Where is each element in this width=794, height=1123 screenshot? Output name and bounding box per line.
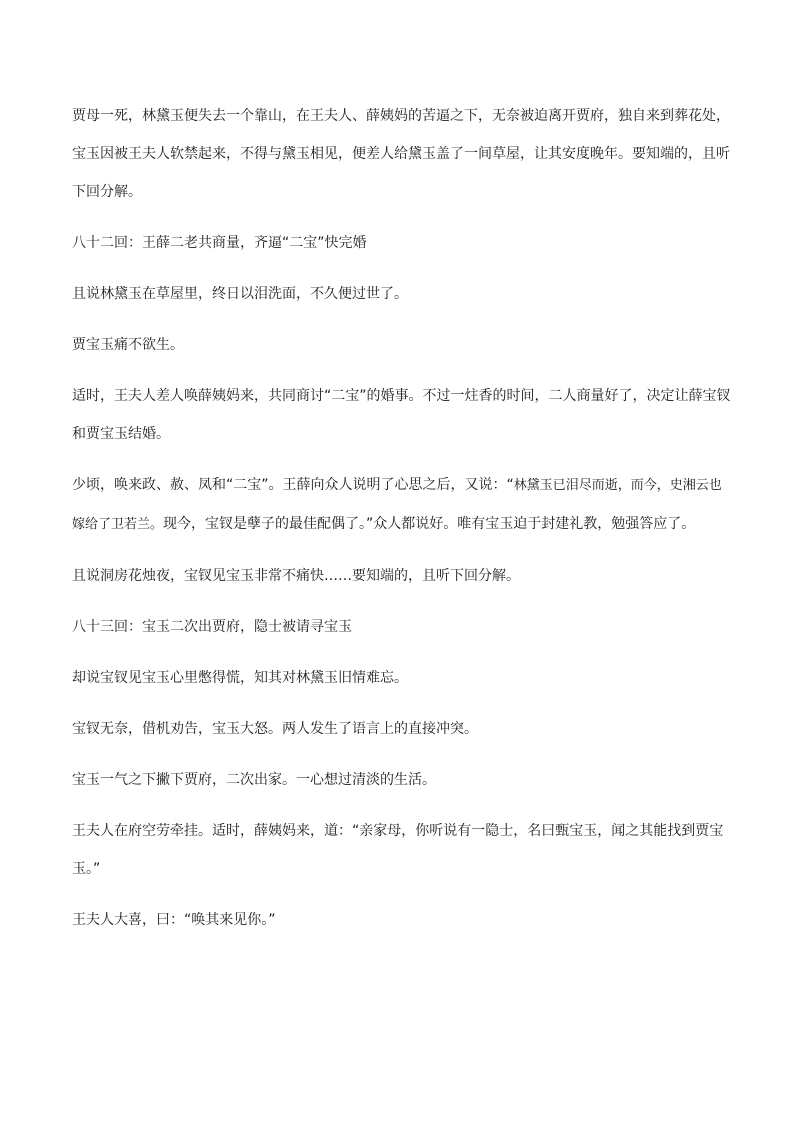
meeting-quote: 林黛玉已泪尽而逝，而今，史湘云也嫁给了卫若兰。 (72, 478, 722, 532)
paragraph-family-meeting (72, 466, 732, 544)
paragraph-daiyu-passes: 且说林黛玉在草屋里，终日以泪洗面，不久便过世了。 (72, 286, 408, 302)
chapter-heading-83: 八十三回：宝玉二次出贾府，隐士被请寻宝玉 (72, 619, 352, 635)
paragraph-marriage-plan: 适时，王夫人差人唤薛姨妈来，共同商讨“二宝”的婚事。不过一炷香的时间，二人商量好了，决定让薛宝钗和贾宝玉结婚。 (72, 388, 731, 442)
paragraph-wedding-night: 且说洞房花烛夜，宝钗见宝玉非常不痛快……要知端的，且听下回分解。 (72, 568, 520, 584)
document-body (72, 97, 732, 952)
paragraph-baochai-notices: 却说宝钗见宝玉心里憋得慌，知其对林黛玉旧情难忘。 (72, 670, 408, 686)
paragraph-hermit: 王夫人在府空劳牵挂。适时，薛姨妈来，道：“亲家母，你听说有一隐士，名曰甄宝玉，闻之其能找到贾宝玉。” (72, 823, 724, 877)
meeting-text-after: 现今，宝钗是孽子的最佳配偶了。”众人都说好。唯有宝玉迫于封建礼教，勉强答应了。 (163, 516, 696, 532)
chapter-heading-82: 八十二回：王薛二老共商量，齐逼“二宝”快完婚 (72, 235, 367, 251)
paragraph-wang-pleased: 王夫人大喜，曰：“唤其来见你。” (72, 912, 276, 928)
paragraph-baoyu-leaves: 宝玉一气之下撇下贾府，二次出家。一心想过清淡的生活。 (72, 772, 436, 788)
meeting-text-before: 少顷，唤来政、赦、凤和“二宝”。王薛向众人说明了心思之后，又说：“ (72, 477, 514, 493)
paragraph-jiamu-death: 贾母一死，林黛玉便失去一个靠山，在王夫人、薛姨妈的苦逼之下，无奈被迫离开贾府，独自来到葬花处，宝玉因被王夫人软禁起来，不得与黛玉相见，便差人给黛玉盖了一间草屋，让其安度晚年。要知端的，且听下回分解。 (72, 108, 730, 200)
paragraph-conflict: 宝钗无奈，借机劝告，宝玉大怒。两人发生了语言上的直接冲突。 (72, 721, 478, 737)
paragraph-baoyu-grief: 贾宝玉痛不欲生。 (72, 337, 184, 353)
